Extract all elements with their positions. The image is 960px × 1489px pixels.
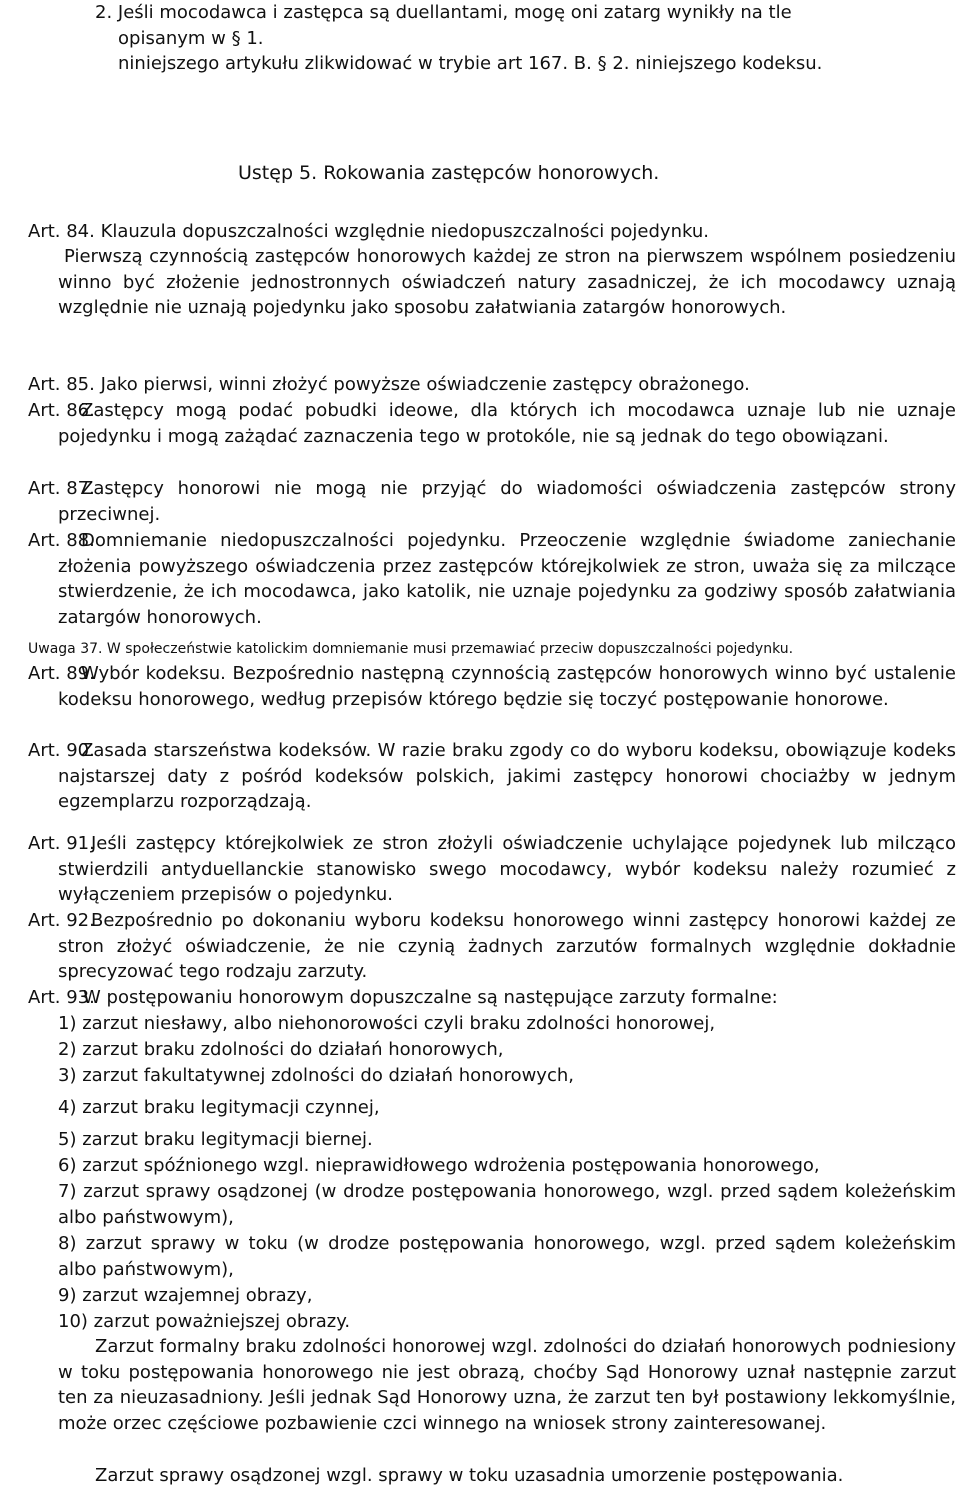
art91-text: Jeśli zastępcy którejkolwiek ze stron złożyli oświadczenie uchylające pojedynek lub milcząco stwierdzili antyduellanckie stanowisko swego mocodawcy, wybór kodeksu należy rozumieć z wyłączeniem przepisów o pojedynku. (58, 833, 956, 906)
art87-number: Art. 87. (28, 478, 95, 499)
art92-number: Art. 92. (28, 910, 95, 931)
art92-text: Bezpośrednio po dokonaniu wyboru kodeksu honorowego winni zastępcy honorowi każdej ze stron złożyć oświadczenie, że nie czynią żadnych zarzutów formalnych względnie dokładnie sprecyzować tego rodzaju zarzuty. (58, 910, 956, 983)
art85-number: Art. 85. (28, 374, 95, 395)
art86-text: Zastępcy mogą podać pobudki ideowe, dla których ich mocodawca uznaje lub nie uznaje pojedynku i mogą zażądać zaznaczenia tego w protokóle, nie są jednak do tego obowiązani. (58, 400, 956, 447)
list-item: 8) zarzut sprawy w toku (w drodze postępowania honorowego, wzgl. przed sądem koleżeńskim albo państwowym), (58, 1233, 956, 1280)
art84-body: Pierwszą czynnością zastępców honorowych każdej ze stron na pierwszem wspólnem posiedzeniu winno być złożenie jednostronnych oświadczeń natury zasadniczej, że ich mocodawcy uznają względnie nie uznają pojedynku jako sposobu załatwiania zatargów honorowych. (58, 246, 956, 319)
art93-paragraph-2: Zarzut sprawy osądzonej wzgl. sprawy w toku uzasadnia umorzenie postępowania. (95, 1465, 844, 1486)
art88-title: Domniemanie niedopuszczalności pojedynku. (81, 530, 507, 551)
intro-line-2: opisanym w § 1. (118, 28, 264, 49)
list-item: 5) zarzut braku legitymacji biernej. (58, 1129, 373, 1150)
art90-number: Art. 90. (28, 740, 95, 761)
art85 (28, 372, 750, 398)
list-item: 3) zarzut fakultatywnej zdolności do działań honorowych, (58, 1065, 574, 1086)
list-item: 6) zarzut spóźnionego wzgl. nieprawidłowego wdrożenia postępowania honorowego, (58, 1155, 820, 1176)
art88-text: Przeoczenie względnie świadome zaniechanie złożenia powyższego oświadczenia przez zastępców którejkolwiek ze stron, uważa się za milczące stwierdzenie, że ich mocodawca, jako katolik, nie uznaje pojedynku za godziwy sposób załatwiania zatargów honorowych. (58, 530, 956, 628)
note-37: Uwaga 37. W społeczeństwie katolickim domniemanie musi przemawiać przeciw dopuszczalności pojedynku. (28, 641, 794, 657)
art86-number: Art. 86. (28, 400, 95, 421)
art87-text: Zastępcy honorowi nie mogą nie przyjąć do wiadomości oświadczenia zastępców strony przeciwnej. (58, 478, 956, 525)
art89-title: Wybór kodeksu. (81, 663, 226, 684)
intro-line-3: niniejszego artykułu zlikwidować w trybie art 167. B. § 2. niniejszego kodeksu. (118, 53, 823, 74)
art93-number: Art. 93. (28, 987, 95, 1008)
art91-number: Art. 91. (28, 833, 95, 854)
art90-body (58, 738, 956, 815)
list-item: 4) zarzut braku legitymacji czynnej, (58, 1097, 380, 1118)
art89-number: Art. 89. (28, 663, 95, 684)
intro-line-1: 2. Jeśli mocodawca i zastępca są duellantami, mogę oni zatarg wynikły na tle (95, 2, 792, 23)
art88-number: Art. 88. (28, 530, 95, 551)
art93-intro: W postępowaniu honorowym dopuszczalne są następujące zarzuty formalne: (83, 987, 778, 1008)
list-item: 9) zarzut wzajemnej obrazy, (58, 1285, 313, 1306)
list-item: 1) zarzut niesławy, albo niehonorowości czyli braku zdolności honorowej, (58, 1013, 716, 1034)
art88-body (58, 528, 956, 630)
art89-body (58, 661, 956, 712)
art85-text: Jako pierwsi, winni złożyć powyższe oświadczenie zastępcy obrażonego. (100, 374, 750, 395)
list-item: 7) zarzut sprawy osądzonej (w drodze postępowania honorowego, wzgl. przed sądem koleżeńskim albo państwowym), (58, 1181, 956, 1228)
section-heading: Ustęp 5. Rokowania zastępców honorowych. (238, 162, 660, 184)
art90-text: W razie braku zgody co do wyboru kodeksu, obowiązuje kodeks najstarszej daty z pośród kodeksów polskich, jakimi zastępcy honorowi chociażby w jednym egzemplarzu rozporządzają. (58, 740, 956, 813)
art90-title: Zasada starszeństwa kodeksów. (81, 740, 372, 761)
list-item: 10) zarzut poważniejszej obrazy. (58, 1311, 351, 1332)
list-item: 2) zarzut braku zdolności do działań honorowych, (58, 1039, 504, 1060)
art89-text: Bezpośrednio następną czynnością zastępców honorowych winno być ustalenie kodeksu honorowego, według przepisów którego będzie się toczyć postępowanie honorowe. (58, 663, 957, 710)
art84-title: Art. 84. Klauzula dopuszczalności względnie niedopuszczalności pojedynku. (28, 221, 709, 242)
art93-paragraph-1: Zarzut formalny braku zdolności honorowej wzgl. zdolności do działań honorowych podniesiony w toku postępowania honorowego nie jest obrazą, choćby Sąd Honorowy uznał następnie zarzut ten za nieuzasadniony. Jeśli jednak Sąd Honorowy uzna, że zarzut ten był postawiony lekkomyślnie, może orzec częściowe pozbawienie czci winnego na wniosek strony zainteresowanej. (58, 1336, 956, 1434)
